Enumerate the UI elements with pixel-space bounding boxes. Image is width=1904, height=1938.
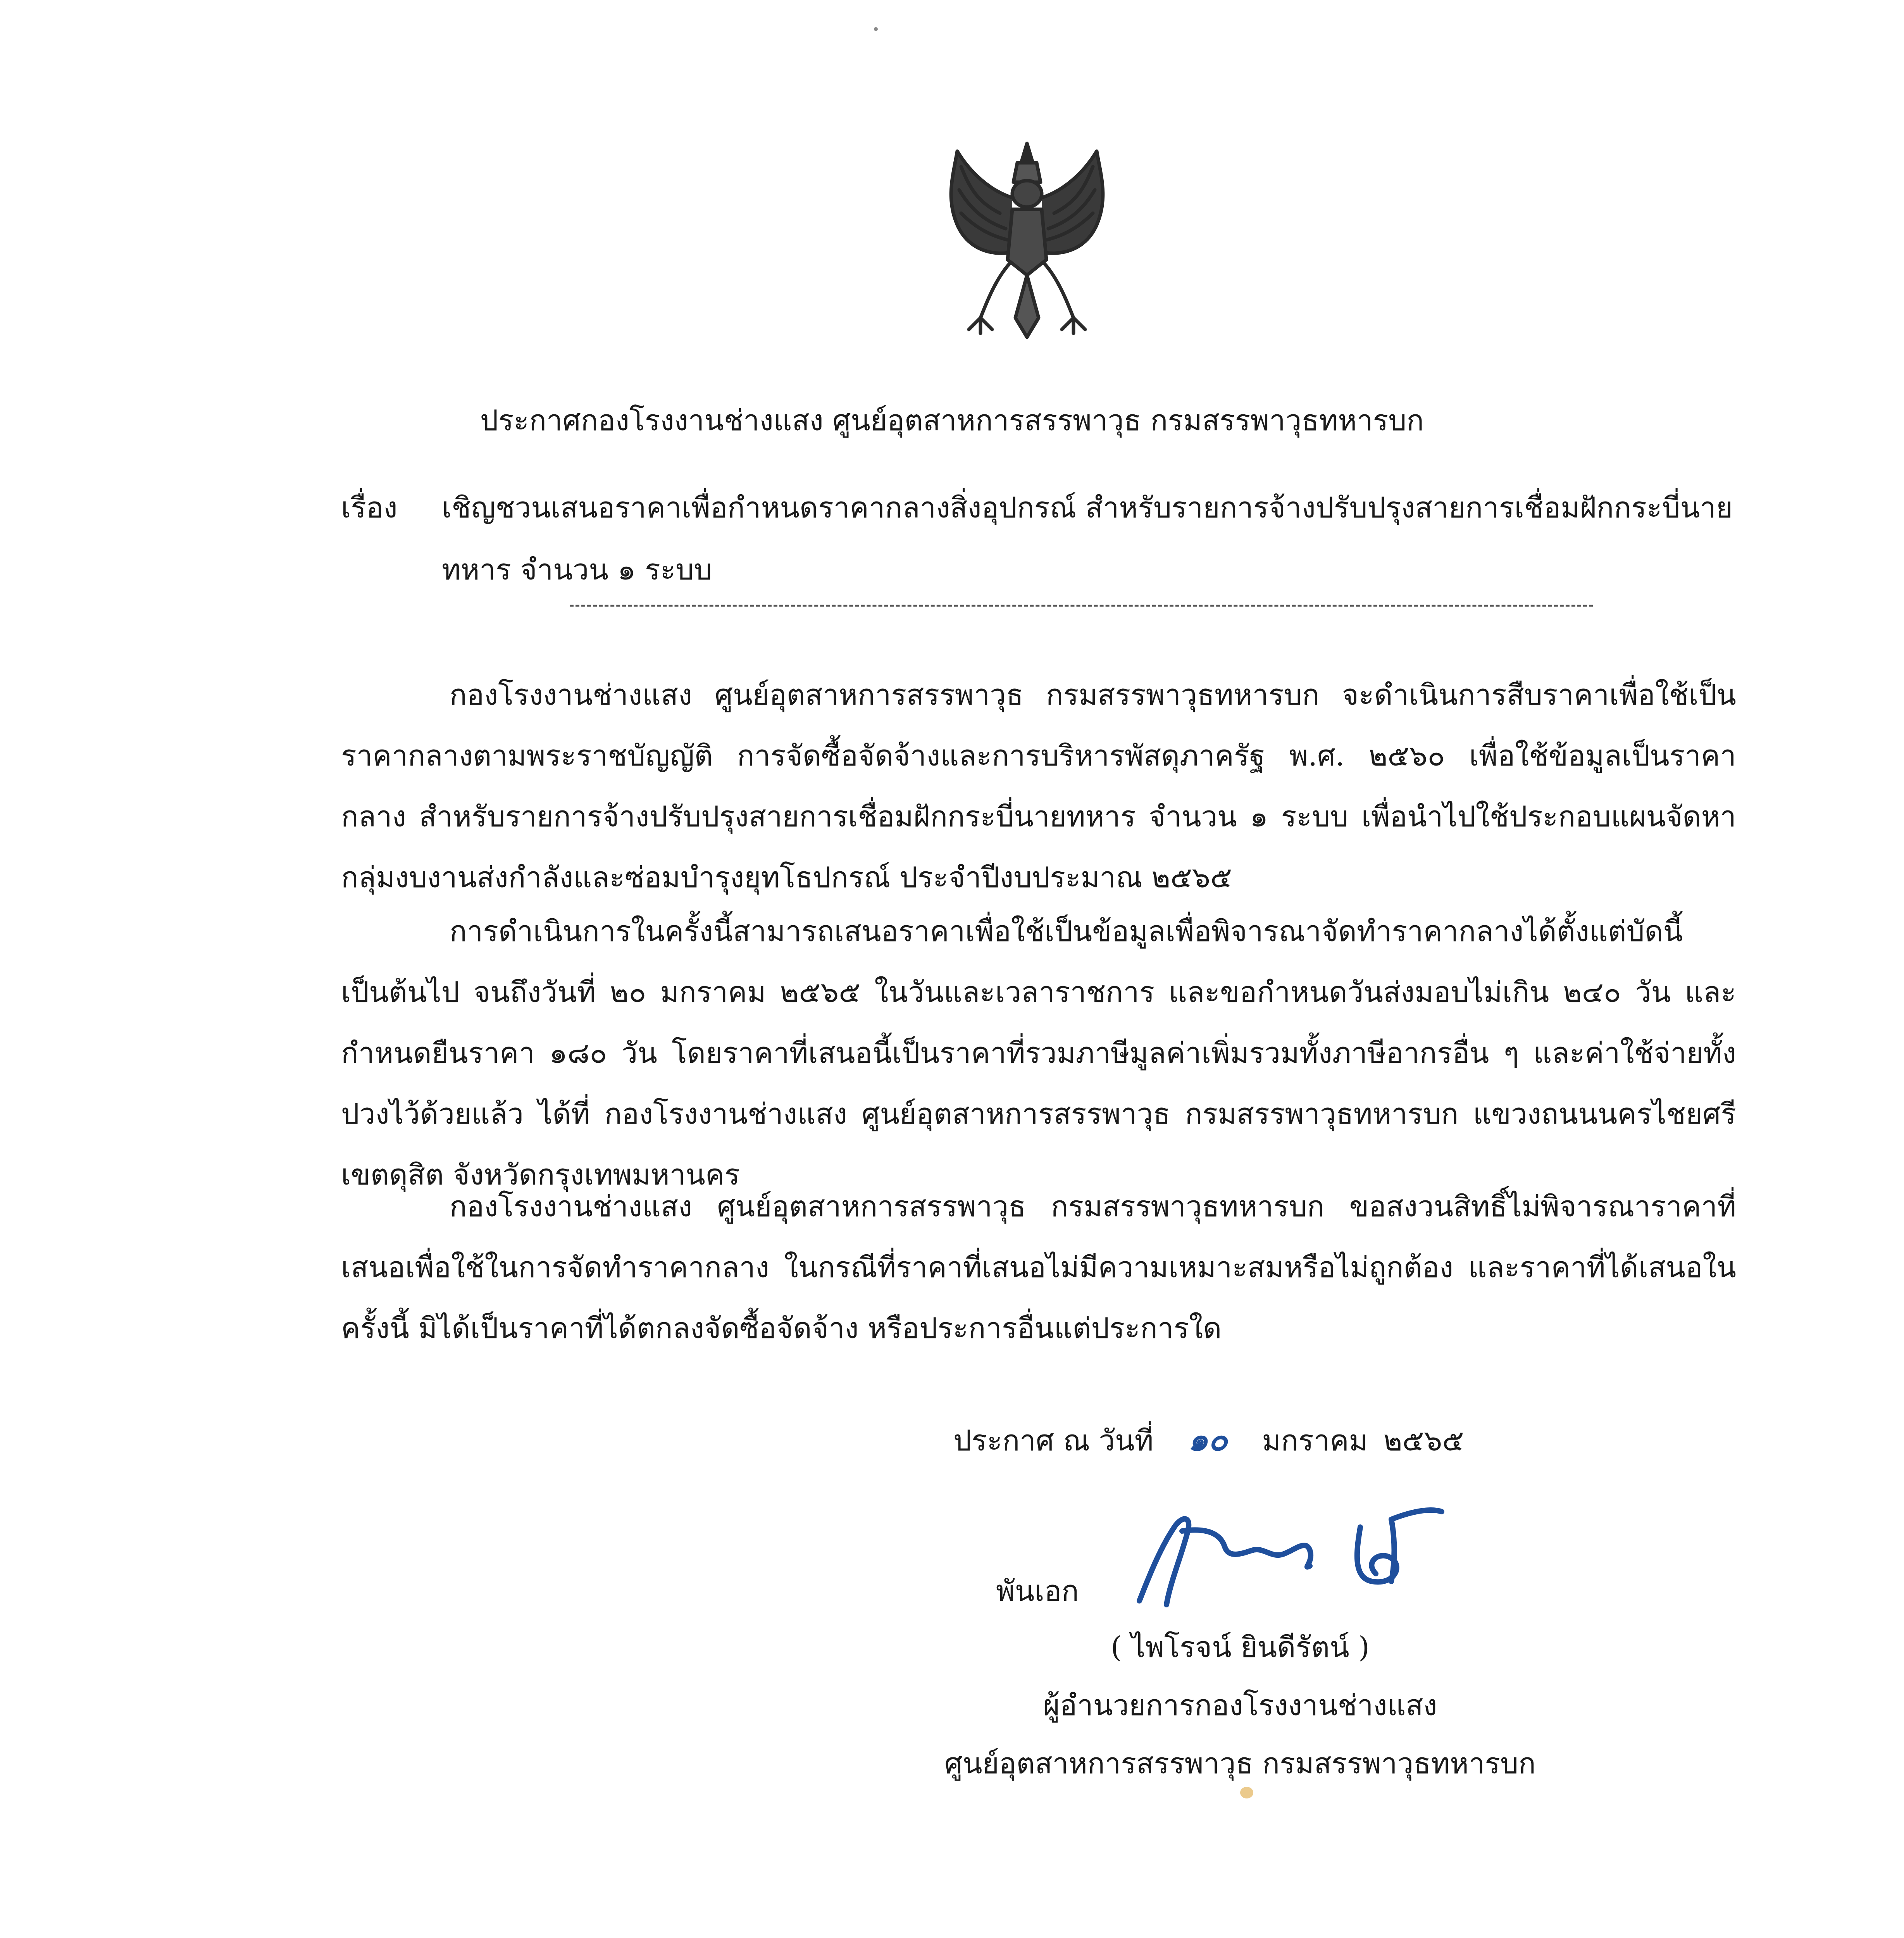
scan-speck (874, 27, 878, 31)
date-day: ๑๐ (1188, 1421, 1228, 1458)
ink-spot (1240, 1787, 1253, 1798)
subject-text: เชิญชวนเสนอราคาเพื่อกำหนดราคากลางสิ่งอุปกรณ์ สำหรับรายการจ้างปรับปรุงสายการเชื่อมฝักกระบี่นายทหาร จำนวน ๑ ระบบ (442, 491, 1733, 586)
date-year: ๒๕๖๕ (1383, 1424, 1464, 1457)
signer-position-line-1: ผู้อำนวยการกองโรงงานช่างแสง (1043, 1689, 1437, 1722)
announcement-date (953, 1419, 1464, 1462)
body-paragraph-1: กองโรงงานช่างแสง ศูนย์อุตสาหการสรรพาวุธ กรมสรรพาวุธทหารบก จะดำเนินการสืบราคาเพื่อใช้เป็นราคากลางตามพระราชบัญญัติ การจัดซื้อจัดจ้างและการบริหารพัสดุภาครัฐ พ.ศ. ๒๕๖๐ เพื่อใช้ข้อมูลเป็นราคากลาง สำหรับรายการจ้างปรับปรุงสายการเชื่อมฝักกระบี่นายทหาร จำนวน ๑ ระบบ เพื่อนำไปใช้ประกอบแผนจัดหากลุ่มงบงานส่งกำลังและซ่อมบำรุงยุทโธปกรณ์ ประจำปีงบประมาณ ๒๕๖๕ (341, 678, 1736, 894)
garuda-emblem (922, 136, 1132, 345)
document-title: ประกาศกองโรงงานช่างแสง ศูนย์อุตสาหการสรรพาวุธ กรมสรรพาวุธทหารบก (480, 404, 1424, 437)
subject-label: เรื่อง (341, 491, 398, 524)
body-paragraph-3: กองโรงงานช่างแสง ศูนย์อุตสาหการสรรพาวุธ กรมสรรพาวุธทหารบก ขอสงวนสิทธิ์ไม่พิจารณาราคาที่เสนอเพื่อใช้ในการจัดทำราคากลาง ในกรณีที่ราคาที่เสนอไม่มีความเหมาะสมหรือไม่ถูกต้อง และราคาที่ได้เสนอในครั้งนี้ มิได้เป็นราคาที่ได้ตกลงจัดซื้อจัดจ้าง หรือประการอื่นแต่ประการใด (341, 1190, 1736, 1345)
date-prefix: ประกาศ ณ วันที่ (953, 1424, 1154, 1457)
separator-line (570, 605, 1593, 607)
body-paragraph-2: การดำเนินการในครั้งนี้สามารถเสนอราคาเพื่อใช้เป็นข้อมูลเพื่อพิจารณาจัดทำราคากลางได้ตั้งแต่บัดนี้เป็นต้นไป จนถึงวันที่ ๒๐ มกราคม ๒๕๖๕ ในวันและเวลาราชการ และขอกำหนดวันส่งมอบไม่เกิน ๒๔๐ วัน และ กำหนดยืนราคา ๑๘๐ วัน โดยราคาที่เสนอนี้เป็นราคาที่รวมภาษีมูลค่าเพิ่มรวมทั้งภาษีอากรอื่น ๆ และค่าใช้จ่ายทั้งปวงไว้ด้วยแล้ว ได้ที่ กองโรงงานช่างแสง ศูนย์อุตสาหการสรรพาวุธ กรมสรรพาวุธทหารบก แขวงถนนนครไชยศรี เขตดุสิต จังหวัดกรุงเทพมหานคร (341, 915, 1736, 1191)
date-month: มกราคม (1262, 1424, 1368, 1457)
signer-name: ( ไพโรจน์ ยินดีรัตน์ ) (1110, 1631, 1370, 1664)
signer-rank: พันเอก (996, 1574, 1079, 1608)
handwritten-signature (1124, 1504, 1473, 1628)
signer-position-line-2: ศูนย์อุตสาหการสรรพาวุธ กรมสรรพาวุธทหารบก (944, 1747, 1536, 1780)
